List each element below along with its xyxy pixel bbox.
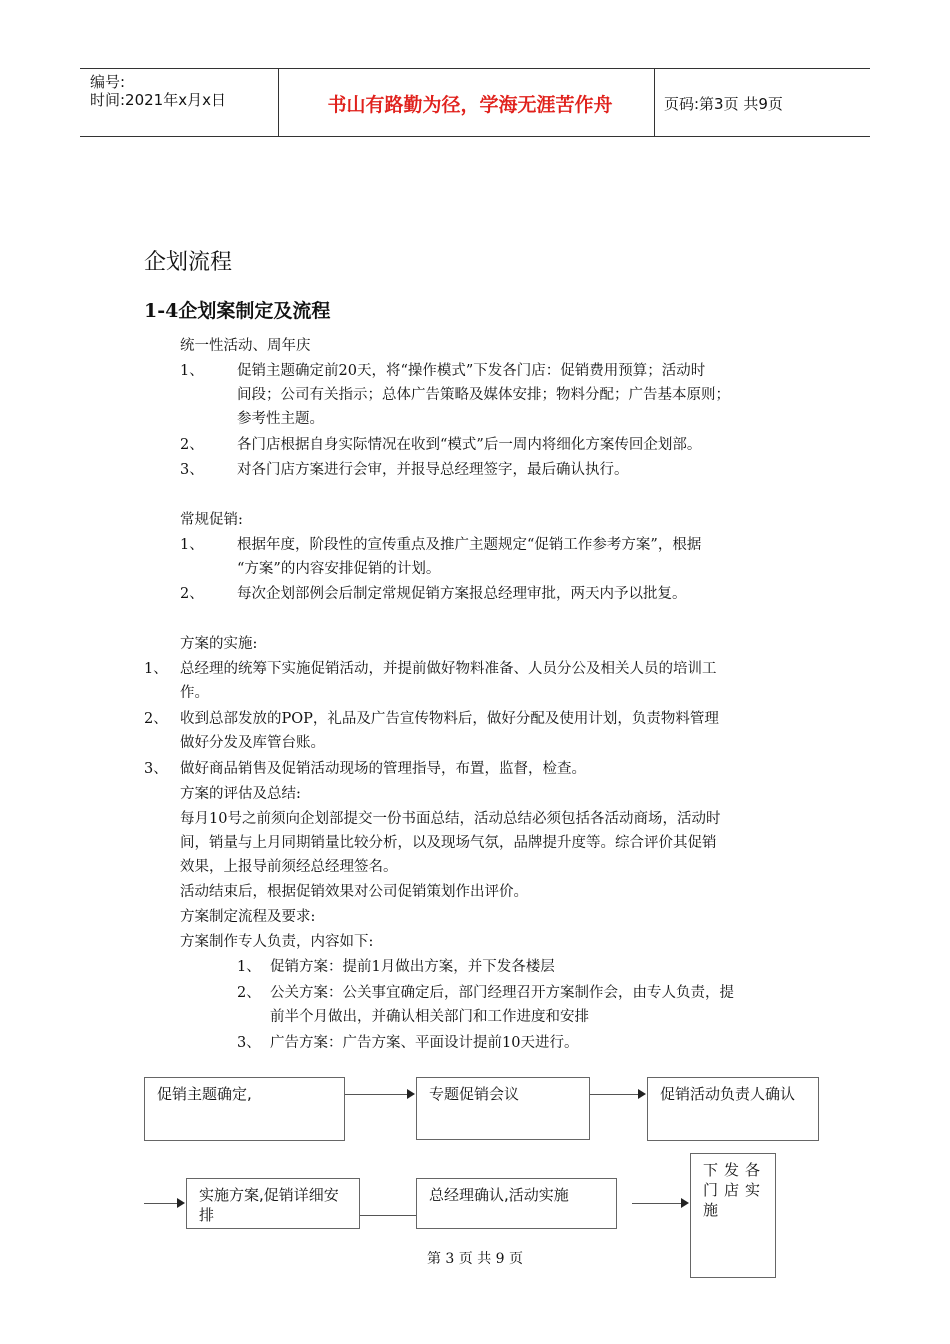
list-item-text: 公关方案：公关事宜确定后，部门经理召开方案制作会，由专人负责，提: [270, 985, 734, 1001]
flow-box-plan: [186, 1178, 360, 1229]
header-number: 编号:: [90, 73, 126, 91]
header-page-number: 页码:第3页 共9页: [664, 95, 783, 113]
flow-box-owner: [647, 1077, 819, 1141]
flow-box-label: 下发各门店实施: [703, 1161, 767, 1219]
section-heading: 常规促销:: [180, 512, 243, 528]
list-item-text: 每次企划部例会后制定常规促销方案报总经理审批，两天内予以批复。: [237, 586, 687, 602]
list-item-text: 总经理的统筹下实施促销活动，并提前做好物料准备、人员分公及相关人员的培训工: [180, 661, 717, 677]
header-motto: 书山有路勤为径，学海无涯苦作舟: [327, 94, 613, 116]
list-item-text: 各门店根据自身实际情况在收到“模式”后一周内将细化方案传回企划部。: [237, 437, 702, 453]
list-item-text: 做好分发及库管台账。: [180, 735, 325, 751]
arrow-right-icon: [407, 1089, 415, 1099]
section-heading: 方案的评估及总结:: [180, 786, 301, 802]
list-item-text: 参考性主题。: [237, 411, 324, 427]
list-number: 1、: [180, 537, 204, 553]
section-heading: 统一性活动、周年庆: [180, 338, 311, 354]
flow-connector: [360, 1215, 416, 1216]
list-number: 3、: [144, 761, 168, 777]
page-footer: 第 3 页 共 9 页: [426, 1251, 524, 1267]
flow-box-meeting: [416, 1077, 590, 1140]
page-title: 企划流程: [144, 250, 233, 275]
header-divider: [278, 68, 279, 136]
arrow-right-icon: [638, 1089, 646, 1099]
section-heading: 方案的实施:: [180, 636, 258, 652]
list-number: 2、: [180, 437, 204, 453]
arrow-right-icon: [681, 1198, 689, 1208]
section-heading: 方案制定流程及要求:: [180, 909, 316, 925]
list-number: 2、: [237, 985, 261, 1001]
paragraph-line: 效果，上报导前须经总经理签名。: [180, 859, 398, 875]
flow-connector: [632, 1203, 681, 1204]
list-item-text: 收到总部发放的POP，礼品及广告宣传物料后，做好分配及使用计划，负责物料管理: [180, 711, 719, 727]
flow-connector: [144, 1203, 177, 1204]
paragraph-line: 方案制作专人负责，内容如下:: [180, 934, 374, 950]
list-item-text: 前半个月做出，并确认相关部门和工作进度和安排: [270, 1009, 589, 1025]
list-item-text: 对各门店方案进行会审，并报导总经理签字，最后确认执行。: [237, 462, 629, 478]
header-date: 时间:2021年x月x日: [90, 91, 226, 109]
paragraph-line: 活动结束后，根据促销效果对公司促销策划作出评价。: [180, 884, 528, 900]
list-item-text: 广告方案：广告方案、平面设计提前10天进行。: [270, 1035, 579, 1051]
list-item-text: “方案”的内容安排促销的计划。: [237, 561, 441, 577]
flow-box-label: 实施方案,促销详细安排: [199, 1186, 339, 1224]
paragraph-line: 每月10号之前须向企划部提交一份书面总结，活动总结必须包括各活动商场，活动时: [180, 811, 721, 827]
header-bottom-rule: [80, 136, 870, 137]
list-item-text: 作。: [180, 685, 209, 701]
list-number: 1、: [237, 959, 261, 975]
list-item-text: 根据年度，阶段性的宣传重点及推广主题规定“促销工作参考方案”，根据: [237, 537, 702, 553]
list-item-text: 促销主题确定前20天，将“操作模式”下发各门店：促销费用预算；活动时: [237, 363, 706, 379]
list-item-text: 间段；公司有关指示；总体广告策略及媒体安排；物料分配；广告基本原则；: [237, 387, 730, 403]
list-number: 1、: [144, 661, 168, 677]
flow-box-label: 促销主题确定,: [157, 1085, 252, 1103]
list-item-text: 促销方案：提前1月做出方案，并下发各楼层: [270, 959, 555, 975]
list-number: 2、: [144, 711, 168, 727]
section-title: 1-4企划案制定及流程: [144, 300, 331, 322]
header-divider: [654, 68, 655, 136]
flow-box-label: 总经理确认,活动实施: [429, 1186, 569, 1204]
flow-box-label: 促销活动负责人确认: [660, 1085, 796, 1103]
flow-connector: [590, 1094, 638, 1095]
flow-box-theme: [144, 1077, 345, 1141]
list-number: 1、: [180, 363, 204, 379]
flow-connector: [345, 1094, 407, 1095]
flow-box-approval: [416, 1178, 617, 1229]
list-number: 2、: [180, 586, 204, 602]
header-top-rule: [80, 68, 870, 69]
paragraph-line: 间，销量与上月同期销量比较分析，以及现场气氛，品牌提升度等。综合评价其促销: [180, 835, 717, 851]
list-item-text: 做好商品销售及促销活动现场的管理指导，布置，监督，检查。: [180, 761, 586, 777]
list-number: 3、: [237, 1035, 261, 1051]
list-number: 3、: [180, 462, 204, 478]
arrow-right-icon: [177, 1198, 185, 1208]
flow-box-label: 专题促销会议: [429, 1085, 520, 1103]
